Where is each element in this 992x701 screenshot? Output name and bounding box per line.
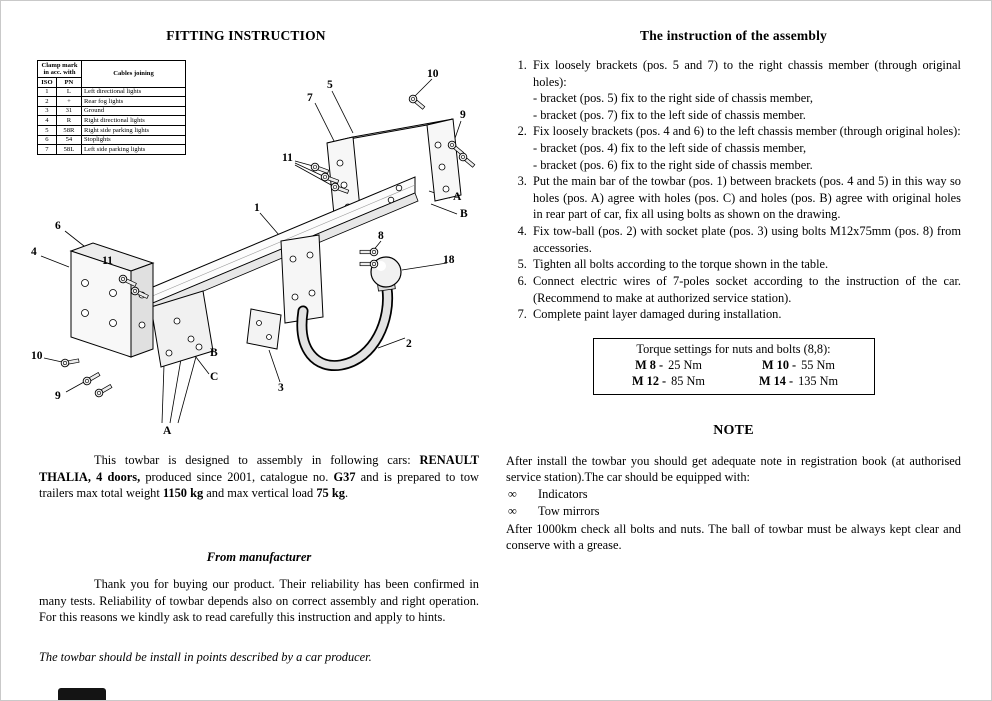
socket-plate [247,309,281,349]
cell-cable: Left directional lights [82,87,186,97]
step-text: Tighten all bolts according to the torque shown in the table. [533,257,829,272]
equipment-bullet-tow-mirrors [506,503,961,520]
cell-iso: 1 [38,87,57,97]
diagram-label-9-right: 9 [460,109,466,121]
diagram-label-18: 18 [443,254,455,266]
torque-entry [604,374,734,389]
cell-cable: Right side parking lights [82,126,186,136]
diagram-label-10-left: 10 [31,350,43,362]
cell-iso: 6 [38,135,57,145]
assembly-step [530,57,961,123]
note-footer-paragraph: After 1000km check all bolts and nuts. The ball of towbar must be always kept clear and conserve with a grease. [506,521,961,553]
torque-box-title: Torque settings for nuts and bolts (8,8): [636,341,831,356]
diagram-label-2: 2 [406,338,412,350]
step-subline: - bracket (pos. 7) fix to the left side of chassis member. [533,107,806,122]
torque-entry [734,358,864,373]
install-points-note: The towbar should be install in points described by a car producer. [39,650,372,664]
bullet-label: Indicators [538,486,588,501]
cell-pn: 31 [56,106,81,116]
equipment-bullet-indicators [506,486,961,503]
clamp-mark-table [37,60,186,155]
torque-grid [604,358,864,389]
diagram-label-11-top: 11 [282,152,293,164]
car-paragraph-text: This towbar is designed to assembly in following cars: [94,453,420,467]
torque-value: 85 Nm [671,373,705,388]
cell-pn: + [56,97,81,107]
diagram-label-11-left: 11 [102,255,113,267]
diagram-label-5: 5 [327,79,333,91]
step-text: Fix tow-ball (pos. 2) with socket plate (pos. 3) using bolts M12x75mm (pos. 8) from accessories. [533,224,961,255]
cell-pn: R [56,116,81,126]
infinity-bullet-icon: ∞ [508,486,517,501]
from-manufacturer-heading: From manufacturer [206,550,312,564]
step-text: Fix loosely brackets (pos. 5 and 7) to the right chassis member (through original holes): [533,58,961,89]
clamp-table-header-clamp: Clamp mark in acc. with [38,61,82,78]
catalogue-number: G37 [333,469,356,484]
clamp-table-col-iso: ISO [38,78,57,88]
table-row [38,135,186,145]
diagram-label-a-right: A [453,191,462,203]
cell-iso: 5 [38,126,57,136]
diagram-label-8: 8 [378,230,384,242]
assembly-steps-list [506,57,961,323]
step-subline: - bracket (pos. 5) fix to the right side of chassis member, [533,91,813,106]
cell-pn: 54 [56,135,81,145]
step-text: Complete paint layer damaged during installation. [533,307,782,322]
cell-pn: 58L [56,145,81,155]
cell-cable: Ground [82,106,186,116]
assembly-step [530,123,961,173]
left-page-title: FITTING INSTRUCTION [166,28,326,43]
diagram-label-b-right: B [460,208,468,220]
torque-label: M 10 - [762,357,797,372]
diagram-label-7: 7 [307,92,313,104]
torque-value: 135 Nm [798,373,839,388]
torque-value: 55 Nm [801,357,835,372]
table-row [38,87,186,97]
cell-cable: Rear fog lights [82,97,186,107]
max-total-weight: 1150 kg [162,486,204,500]
diagram-label-b-mid: B [210,347,218,359]
table-row [38,106,186,116]
torque-label: M 12 - [632,373,667,388]
right-column [506,28,961,554]
cell-iso: 2 [38,97,57,107]
diagram-label-4: 4 [31,246,37,258]
logo-mark [58,688,106,701]
torque-label: M 8 - [635,357,664,372]
assembly-step [530,306,961,323]
torque-entry [604,358,734,373]
note-intro-paragraph: After install the towbar you should get adequate note in registration book (at authorised service station).The car should be equipped with: [506,453,961,485]
cell-iso: 4 [38,116,57,126]
infinity-bullet-icon: ∞ [508,504,517,519]
torque-value: 25 Nm [668,357,702,372]
assembly-step [530,173,961,223]
table-row [38,145,186,155]
torque-entry [734,374,864,389]
torque-settings-box [593,338,875,395]
cell-pn: 58R [56,126,81,136]
step-text: Fix loosely brackets (pos. 4 and 6) to the left chassis member (through original holes): [533,124,961,139]
assembly-step [530,223,961,256]
cell-iso: 3 [38,106,57,116]
table-row [38,116,186,126]
clamp-table-header-cables: Cables joining [82,61,186,88]
cell-cable: Left side parking lights [82,145,186,155]
step-subline: - bracket (pos. 4) fix to the left side of chassis member, [533,141,807,156]
cell-iso: 7 [38,145,57,155]
bullet-label: Tow mirrors [538,504,600,519]
table-row [38,97,186,107]
cell-cable: Stoplights [82,135,186,145]
cell-pn: L [56,87,81,97]
car-model: RENAULT THALIA, 4 doors, [39,453,479,484]
diagram-label-3: 3 [278,382,284,394]
manufacturer-paragraph: Thank you for buying our product. Their reliability has been confirmed in many tests. Reliability of towbar depends also on correct assembly and right operation. For this reasons we kindly ask to read carefully this instruction and apply to hints. [39,577,479,624]
assembly-step [530,256,961,273]
step-text: Put the main bar of the towbar (pos. 1) between brackets (pos. 4 and 5) in this way so holes (pos. A) agree with holes (pos. C) and holes (pos. B) agree with original holes in rear part of car, fix all using bolts as shown on the drawing. [533,174,961,222]
diagram-label-1: 1 [254,202,260,214]
diagram-label-6: 6 [55,220,61,232]
step-text: Connect electric wires of 7-poles socket according to the instruction of the car. (Recommend to make at authorized service station). [533,273,961,305]
clamp-table-col-pn: PN [56,78,81,88]
diagram-label-10-top: 10 [427,68,439,80]
note-heading: NOTE [713,422,754,438]
diagram-label-9-bottom: 9 [55,390,61,402]
torque-label: M 14 - [758,373,794,388]
max-vertical-load: 75 kg [316,486,345,500]
car-compatibility-paragraph: This towbar is designed to assembly in following cars: RENAULT THALIA, 4 doors, produced since 2001, catalogue no. G37 and is prepared to tow trailers max total weight 1150 kg and max vertical load 75 kg. [39,453,479,500]
right-page-title: The instruction of the assembly [640,28,827,43]
step-subline: - bracket (pos. 6) fix to the right side of chassis member. [533,157,813,172]
diagram-label-c: C [210,371,219,383]
assembly-step [530,273,961,306]
cell-cable: Right directional lights [82,116,186,126]
table-row [38,126,186,136]
diagram-label-a-bottom: A [163,425,172,437]
